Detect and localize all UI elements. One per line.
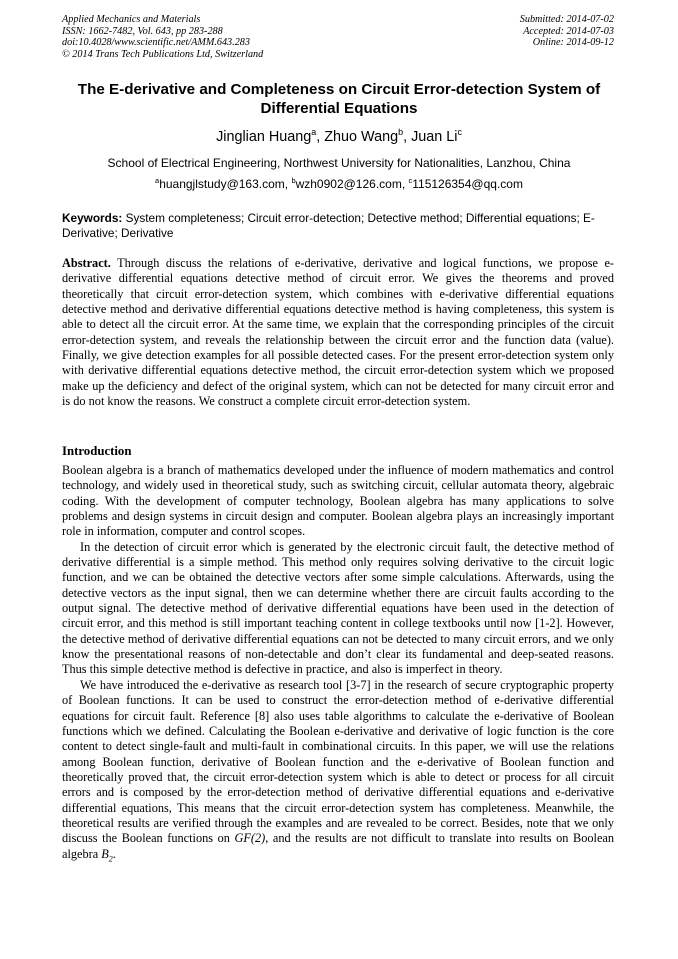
introduction-paragraph: In the detection of circuit error which is generated by the electronic circuit fault, the detective method of derivative differential is a simple method. This method only requires solving derivative to the circuit logic function, and we can be obtained the detective vectors after some simple calculations. Afterwards, using the detective vectors as the input signal, then we can determine whether there are circuit faults according to the output signal. The detective method of derivative differential equations have been used in the detection of circuit error, and this method is still important teaching content in college textbooks until now [1-2]. However, the detective method of derivative differential equations can not be detected to many circuit errors, and we only know the presentational reasons of non-detectable and don’t clear its fundamental and deep-seated reasons. Thus this simple detective method is defective in practice, and also is imperfect in theory. [62,539,614,677]
online-date: Online: 2014-09-12 [532,37,614,49]
introduction-heading: Introduction [62,444,132,458]
author-mark: a [311,127,317,138]
author-separator: , [316,129,325,145]
author-list [62,128,616,146]
email-address: huangjlstudy@163.com [159,177,285,191]
email-address: wzh0902@126.com [295,177,402,191]
accepted-date: Accepted: 2014-07-03 [523,25,614,37]
introduction-body [62,463,614,866]
affiliation: School of Electrical Engineering, Northwest University for Nationalities, Lanzhou, China [107,156,571,170]
email-separator: , [284,177,292,191]
introduction-paragraph [62,678,614,867]
math-b2: $B_2$ [101,846,113,864]
email-mark: b [291,176,296,185]
email-address: 115126354@qq.com [412,177,523,191]
paper-title: The E-derivative and Completeness on Circuit Error-detection System of Differential Equations [77,81,601,117]
paragraph-text: We have introduced the e-derivative as research tool [3-7] in the research of secure cryptographic property of Boolean functions. It can be used to construct the error-detection method of e-derivative differential equations for circuit fault. Reference [8] also uses table algorithms to calculate the e-derivative of Boolean functions which we defined. Calculating the Boolean e-derivative and derivative of logic function is the core content to detect single-fault and multi-fault in combinational circuits. In this paper, we will use the relations among Boolean function, derivative of Boolean function and the e-derivative of Boolean function and theoretically proved that, the circuit error-detection system which is able to detect or process for all circuit errors and is composed by the error-detection method of derivative differential equations and e-derivative differential equations, This means that the circuit error-detection system has completeness. Meanwhile, the theoretical results are verified through the examples and are revealed to be correct. Besides, note that we only discuss the Boolean functions on [62,677,614,846]
abstract [62,256,614,409]
abstract-text: Through discuss the relations of e-derivative, derivative and logical functions, we propose e-derivative differential equations detective method of circuit error. We gives the theorems and proved theoretically that circuit error-detection system, which combines with e-derivative differential equations detective method and derivative differential equations detective method is having completeness, this system is able to detect all the circuit error. At the same time, we explain that the corresponding principles of the circuit error-detection system, and reveals the relationship between the circuit error and the function data (value). Finally, we give detection examples for all possible detected cases. For the present error-detection system only with derivative differential equations detective method, the circuit error-detection system which we proposed make up the deficiency and defect of the original system, which can not be detected for many circuit error and is do not know the reasons. We construct a complete circuit error-detection system. [62,256,614,409]
journal-name: Applied Mechanics and Materials [62,14,201,25]
keywords-text: System completeness; Circuit error-detection; Detective method; Differential equations; E-Derivative; Derivative [62,211,595,240]
math-gf2: GF(2) [234,831,266,846]
paragraph-text: , and the results are not difficult to translate into results on Boolean algebra [62,831,615,861]
introduction-paragraph: Boolean algebra is a branch of mathematics developed under the influence of modern mathematics and control technology, and widely used in theoretical study, such as switching circuit, cellular automata theory, algebraic coding. With the development of computer technology, Boolean algebra has many applications to solve problems and design systems in circuit design and computer. Boolean algebra plays an increasingly important role in information, computer and control scopes. [62,463,614,539]
submitted-date: Submitted: 2014-07-02 [519,14,614,25]
issn-line: ISSN: 1662-7482, Vol. 643, pp 283-288 [62,25,223,37]
author-name: Jinglian Huang [216,129,312,145]
copyright-line: © 2014 Trans Tech Publications Ltd, Switzerland [62,48,264,60]
author-name: Juan Li [411,129,458,145]
paragraph-text: . [112,846,116,861]
author-name: Zhuo Wang [324,129,399,145]
journal-header-left [62,14,263,60]
email-mark: c [408,176,413,185]
email-separator: , [401,177,409,191]
abstract-label: Abstract. [62,256,111,270]
author-mark: c [457,127,462,138]
journal-header-right [520,14,614,49]
keywords-label: Keywords: [62,211,123,225]
author-mark: b [398,127,404,138]
author-separator: , [403,129,412,145]
email-mark: a [155,176,160,185]
email-list [62,177,616,192]
keywords [62,211,616,241]
doi-line: doi:10.4028/www.scientific.net/AMM.643.283 [62,37,250,49]
